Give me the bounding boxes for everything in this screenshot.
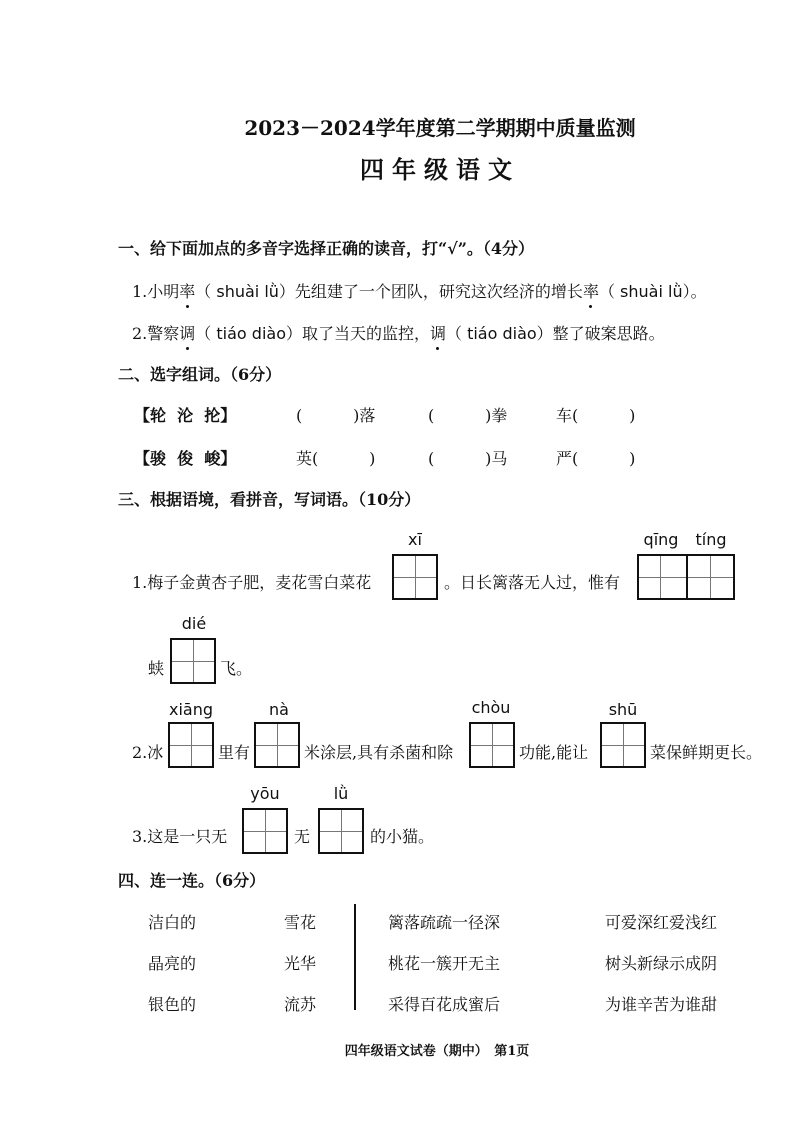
divider-line [354, 904, 356, 1010]
match-mid-item: 雪花 [284, 913, 317, 932]
writing-box[interactable] [170, 638, 216, 684]
writing-box[interactable] [168, 722, 214, 768]
match-poem-item: 采得百花成蜜后 [388, 995, 501, 1014]
pinyin-label: shū [608, 700, 638, 719]
pinyin-label: yōu [250, 784, 280, 803]
pinyin-label: nà [269, 700, 289, 719]
q-number: 2. [132, 324, 148, 343]
section2-heading: 二、选字组词。（6分） [118, 365, 282, 384]
dotted-char: 率 [582, 282, 599, 301]
match-left-item: 银色的 [148, 995, 197, 1014]
section1-question1 [132, 279, 707, 302]
dotted-char: 调 [179, 324, 196, 343]
s3-q3-text-a: 3.这是一只无 [132, 827, 228, 846]
section1-heading: 一、给下面加点的多音字选择正确的读音，打“√”。（4分） [118, 239, 535, 258]
pinyin-label: dié [181, 614, 207, 633]
pinyin-label: tíng [695, 530, 727, 549]
section1-question2 [132, 321, 665, 344]
s3-q2-text-c: 米涂层,具有杀菌和除 [304, 743, 454, 762]
dotted-char: 率 [179, 282, 196, 301]
match-right-item: 为谁辛苦为谁甜 [605, 995, 718, 1014]
match-left-item: 洁白的 [148, 913, 197, 932]
match-mid-item: 光华 [284, 954, 317, 973]
match-mid-item: 流苏 [284, 995, 317, 1014]
pinyin-options: （ shuài lǜ）先组建了一个团队，研究这次经济的增长 [195, 282, 583, 301]
s3-q1-text-c: 蛱 [148, 659, 165, 678]
exam-subtitle: 四年级语文 [360, 155, 520, 184]
blank-1-1: ( )落 [296, 406, 376, 425]
blank-1-2: ( )拳 [428, 406, 508, 425]
match-left-item: 晶亮的 [148, 954, 197, 973]
char-group-1: 【轮 沦 抡】 [134, 406, 237, 425]
blank-2-1: 英( ) [296, 449, 376, 468]
writing-box[interactable] [242, 808, 288, 854]
section3-heading: 三、根据语境，看拼音，写词语。（10分） [118, 490, 421, 509]
writing-box[interactable] [392, 554, 438, 600]
pinyin-label: xī [408, 530, 422, 549]
q-text: 小明 [147, 282, 180, 301]
writing-box-double[interactable] [637, 554, 735, 600]
s3-q1-text-d: 飞。 [220, 659, 253, 678]
writing-box[interactable] [318, 808, 364, 854]
pinyin-options: （ tiáo diào）整了破案思路。 [446, 324, 665, 343]
match-poem-item: 桃花一簇开无主 [388, 954, 501, 973]
q-text: 警察 [147, 324, 180, 343]
blank-1-3: 车( ) [556, 406, 636, 425]
writing-box[interactable] [254, 722, 300, 768]
q-number: 1. [132, 282, 148, 301]
pinyin-label: qīng [643, 530, 679, 549]
s3-q2-text-e: 菜保鲜期更长。 [650, 743, 763, 762]
writing-box[interactable] [469, 722, 515, 768]
section4-heading: 四、连一连。（6分） [118, 871, 266, 890]
s3-q3-text-c: 的小猫。 [370, 827, 435, 846]
blank-2-3: 严( ) [556, 449, 636, 468]
s3-q2-text-d: 功能,能让 [519, 743, 589, 762]
dotted-char: 调 [429, 324, 446, 343]
blank-2-2: ( )马 [428, 449, 508, 468]
page-footer: 四年级语文试卷（期中） 第1页 [344, 1044, 530, 1059]
s3-q2-text-b: 里有 [218, 743, 251, 762]
pinyin-label: xiāng [168, 700, 213, 719]
match-right-item: 可爱深红爱浅红 [605, 913, 718, 932]
s3-q2-text-a: 2.冰 [132, 743, 164, 762]
match-poem-item: 篱落疏疏一径深 [388, 913, 501, 932]
writing-box[interactable] [600, 722, 646, 768]
pinyin-options: （ tiáo diào）取了当天的监控， [195, 324, 430, 343]
s3-q3-text-b: 无 [294, 827, 311, 846]
s3-q1-text-a: 1.梅子金黄杏子肥，麦花雪白菜花 [132, 573, 372, 592]
exam-title: 2023－2024学年度第二学期期中质量监测 [244, 116, 636, 140]
match-right-item: 树头新绿示成阴 [605, 954, 718, 973]
pinyin-options: （ shuài lǜ）。 [598, 282, 707, 301]
pinyin-label: chòu [471, 698, 511, 717]
s3-q1-text-b: 。日长篱落无人过，惟有 [444, 573, 621, 592]
pinyin-label: lǜ [333, 784, 349, 803]
char-group-2: 【骏 俊 峻】 [134, 449, 237, 468]
